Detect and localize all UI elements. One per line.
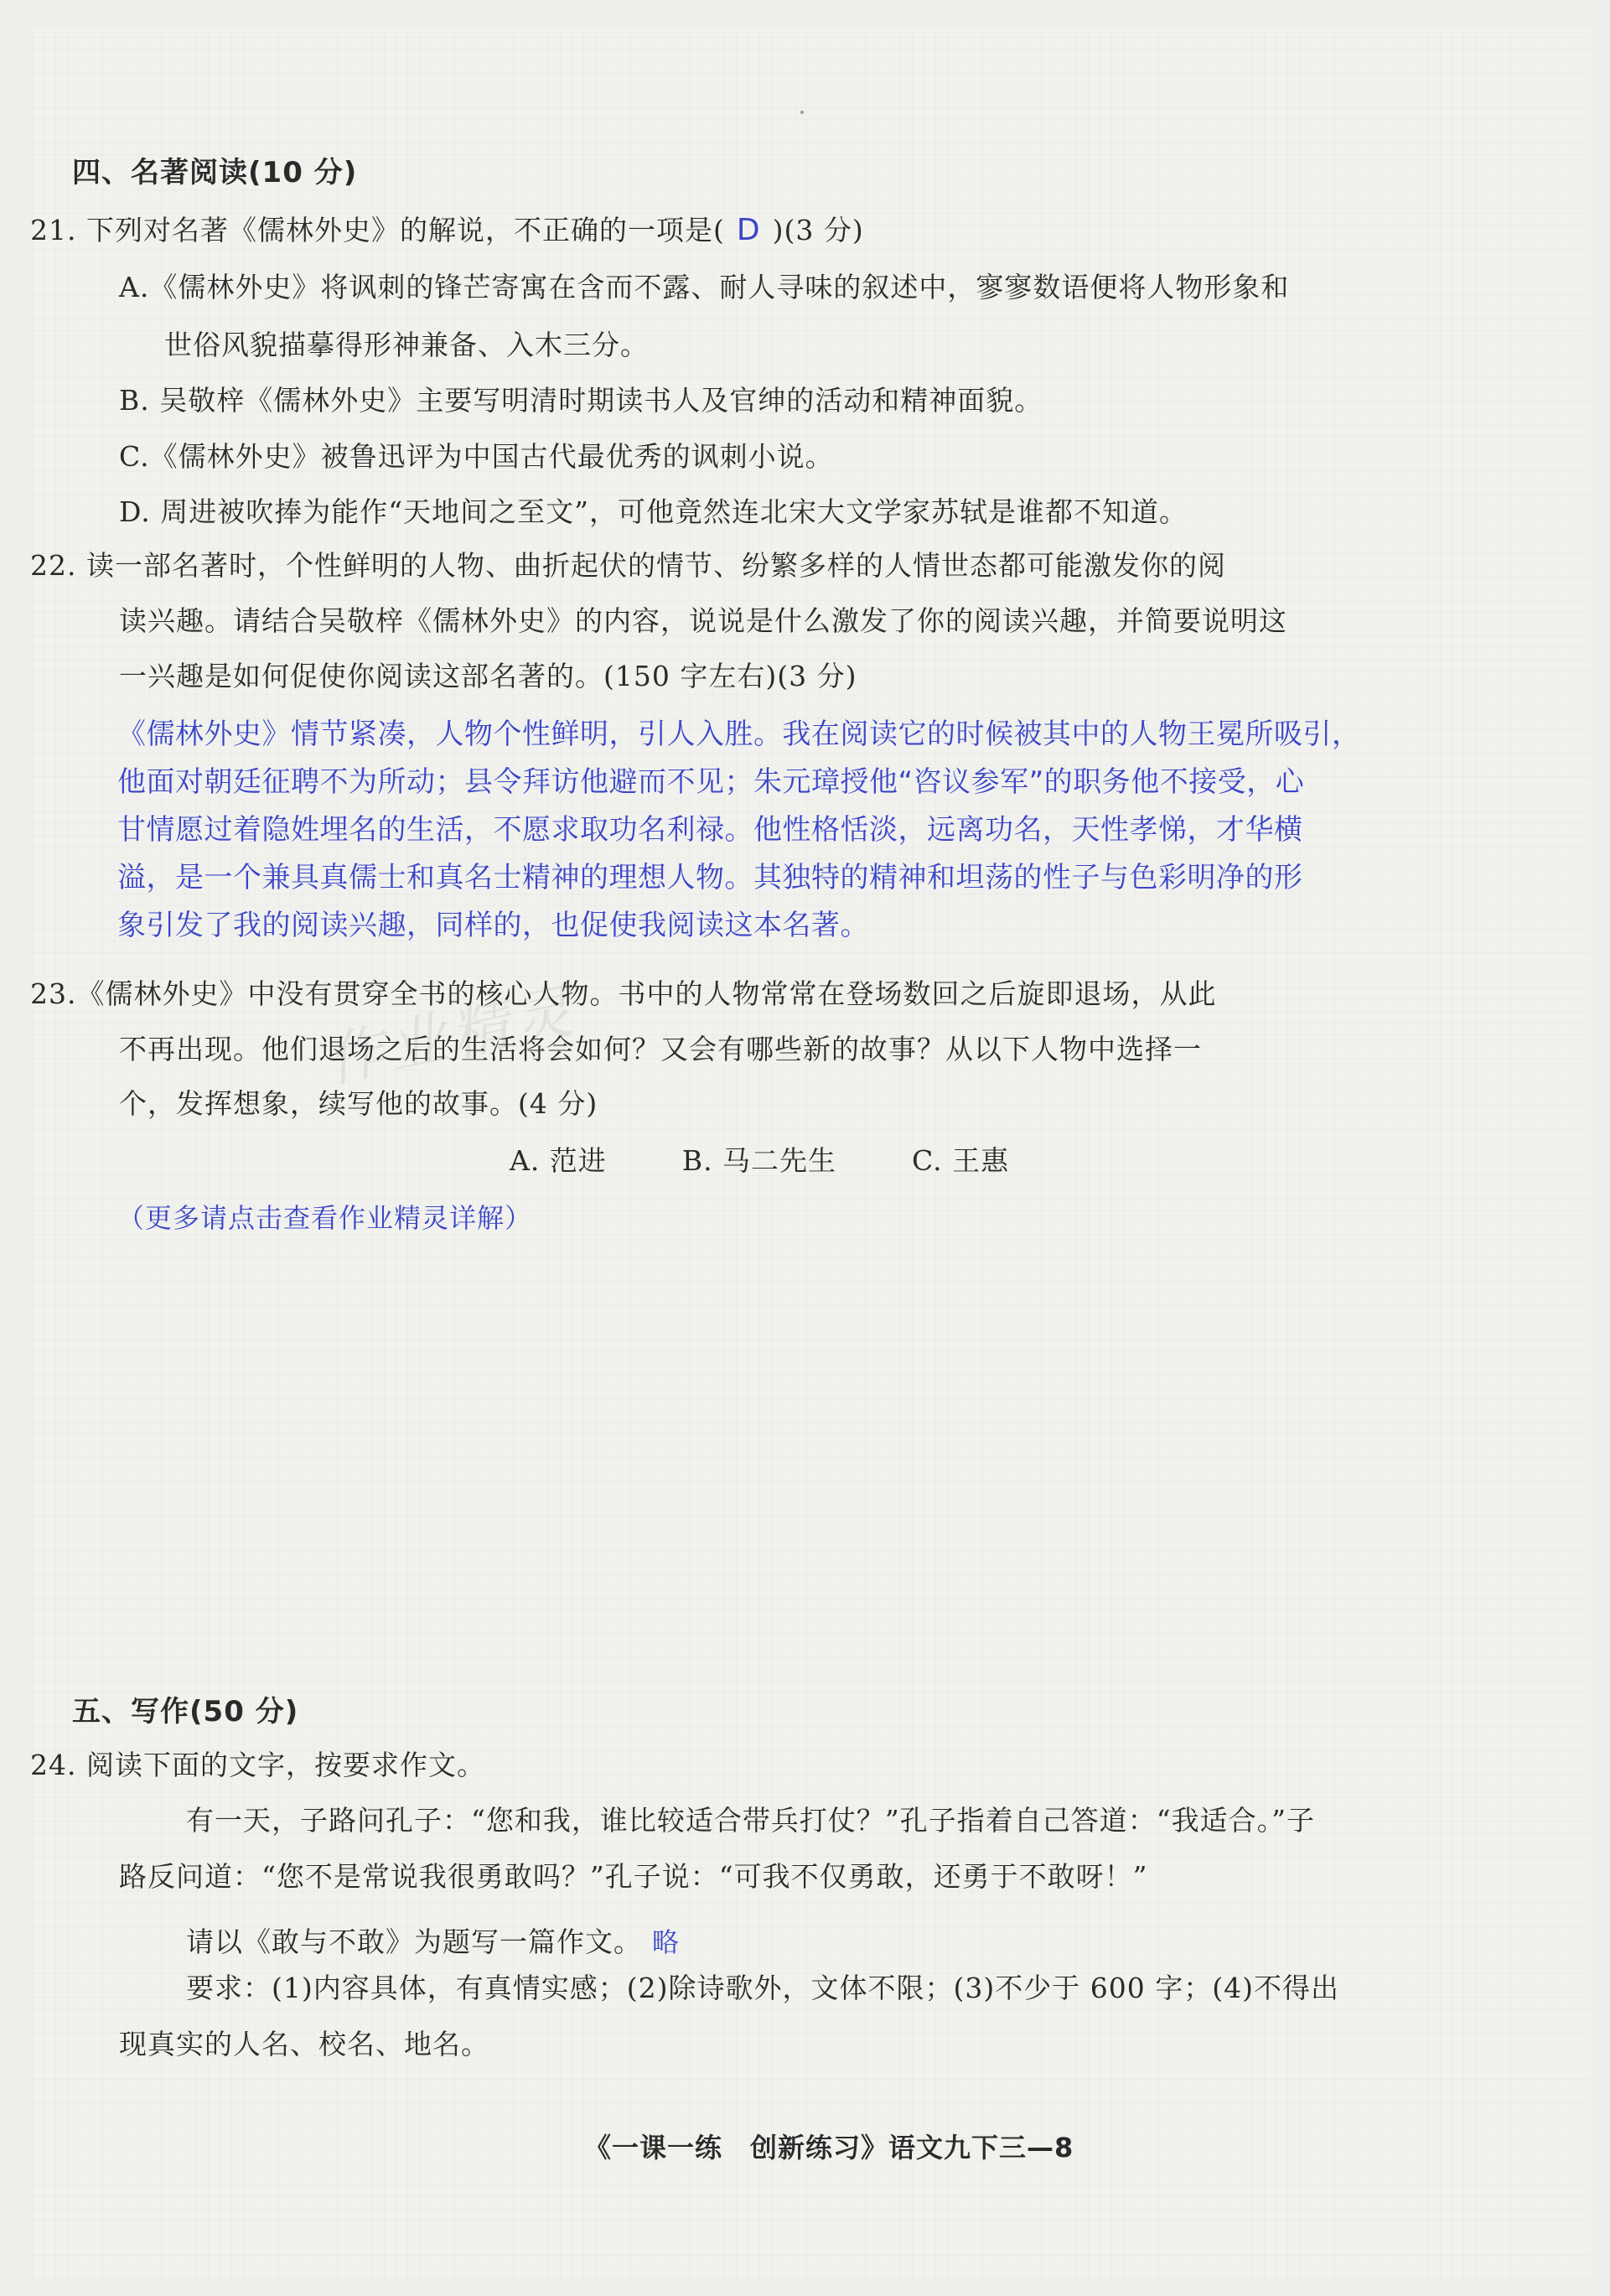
q21-answer: D xyxy=(736,213,761,247)
q21-option-c: C.《儒林外史》被鲁迅评为中国古代最优秀的讽刺小说。 xyxy=(119,440,834,473)
watermark: 作业精灵 xyxy=(318,976,583,1096)
q22-answer-line4: 溢，是一个兼具真儒士和真名士精神的理想人物。其独特的精神和坦荡的性子与色彩明净的形 xyxy=(117,861,1303,894)
q24-passage-line1: 有一天，子路问孔子：“您和我，谁比较适合带兵打仗？”孔子指着自己答道：“我适合。”子 xyxy=(186,1804,1315,1837)
more-details-link[interactable]: （更多请点击查看作业精灵详解） xyxy=(117,1202,533,1234)
page-footer: 《一课一练 创新练习》语文九下三—8 xyxy=(584,2132,1074,2164)
q23-stem-line3: 个，发挥想象，续写他的故事。(4 分) xyxy=(119,1087,598,1120)
q24-stem: 24. 阅读下面的文字，按要求作文。 xyxy=(30,1749,485,1781)
scan-speck xyxy=(800,111,804,114)
q24-answer: 略 xyxy=(652,1926,681,1958)
q24-requirements-line1: 要求：(1)内容具体，有真情实感；(2)除诗歌外，文体不限；(3)不少于 600 字；(4)不得出 xyxy=(186,1972,1339,2004)
q22-stem-line1: 22. 读一部名著时，个性鲜明的人物、曲折起伏的情节、纷繁多样的人情世态都可能激发你的阅 xyxy=(30,549,1226,582)
section-heading-4: 四、名著阅读(10 分) xyxy=(72,156,358,189)
q22-stem-line2: 读兴趣。请结合吴敬梓《儒林外史》的内容，说说是什么激发了你的阅读兴趣，并简要说明这 xyxy=(119,604,1287,637)
q22-answer-line1: 《儒林外史》情节紧凑，人物个性鲜明，引人入胜。我在阅读它的时候被其中的人物王冕所吸引， xyxy=(117,718,1361,751)
q21-option-d: D. 周进被吹捧为能作“天地间之至文”，可他竟然连北宋大文学家苏轼是谁都不知道。 xyxy=(119,495,1188,528)
q22-answer-line2: 他面对朝廷征聘不为所动；县令拜访他避而不见；朱元璋授他“咨议参军”的职务他不接受，心 xyxy=(117,765,1305,799)
q21-option-b: B. 吴敬梓《儒林外史》主要写明清时期读书人及官绅的活动和精神面貌。 xyxy=(119,384,1043,417)
q22-answer-line3: 甘情愿过着隐姓埋名的生活，不愿求取功名利禄。他性格恬淡，远离功名，天性孝悌，才华横 xyxy=(117,813,1303,847)
q21-option-a: A.《儒林外史》将讽刺的锋芒寄寓在含而不露、耐人寻味的叙述中，寥寥数语便将人物形象和 xyxy=(119,271,1290,303)
q24-requirements-line2: 现真实的人名、校名、地名。 xyxy=(119,2028,489,2060)
q23-choice-a: A. 范进 xyxy=(510,1144,607,1177)
q21-stem-before: 21. 下列对名著《儒林外史》的解说，不正确的一项是( xyxy=(30,214,725,246)
section-heading-5: 五、写作(50 分) xyxy=(72,1695,299,1728)
q22-answer-line5: 象引发了我的阅读兴趣，同样的，也促使我阅读这本名著。 xyxy=(117,909,869,942)
q23-stem-line2: 不再出现。他们退场之后的生活将会如何？又会有哪些新的故事？从以下人物中选择一 xyxy=(119,1033,1202,1065)
q23-choice-b: B. 马二先生 xyxy=(681,1144,837,1177)
q23-stem-line1: 23.《儒林外史》中没有贯穿全书的核心人物。书中的人物常常在登场数回之后旋即退场，从此 xyxy=(30,977,1217,1010)
q23-choice-c: C. 王惠 xyxy=(912,1144,1010,1177)
q22-stem-line3: 一兴趣是如何促使你阅读这部名著的。(150 字左右)(3 分) xyxy=(119,660,857,692)
q21-option-a-cont: 世俗风貌描摹得形神兼备、入木三分。 xyxy=(164,329,649,361)
q23-choices xyxy=(510,1144,1009,1178)
q21-stem-after: )(3 分) xyxy=(772,214,864,246)
q21-stem xyxy=(30,214,864,247)
q24-prompt xyxy=(186,1925,680,1959)
q24-prompt-text: 请以《敢与不敢》为题写一篇作文。 xyxy=(186,1925,642,1958)
q24-passage-line2: 路反问道：“您不是常说我很勇敢吗？”孔子说：“可我不仅勇敢，还勇于不敢呀！” xyxy=(119,1860,1148,1893)
